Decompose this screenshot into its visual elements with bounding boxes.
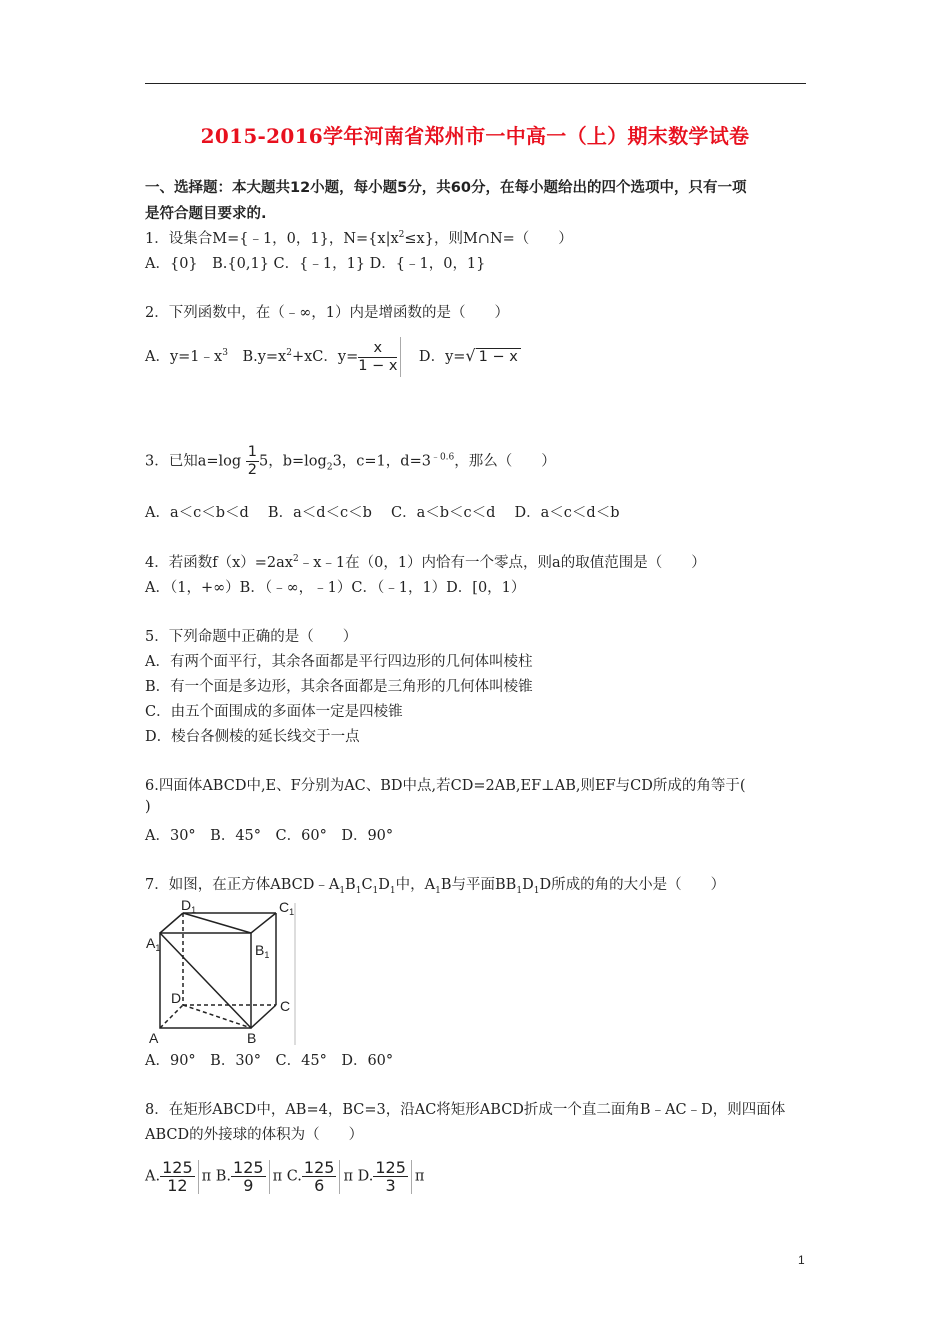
question-7-options: A．90° B．30° C．45° D．60°	[145, 1053, 394, 1069]
question-6-options: A．30° B．45° C．60° D．90°	[145, 828, 394, 844]
question-6-stem-line1: 6.四面体ABCD中,E、F分别为AC、BD中点,若CD=2AB,EF⊥AB,则EF与CD所成的角等于(	[145, 778, 746, 794]
question-8-stem-line2: ABCD的外接球的体积为（ ）	[145, 1127, 364, 1143]
question-4-stem: 4．若函数$f(x)=2ax^2﹣x﹣1$在（0，1）内恰有一个零点，则a的取值范围是（ ）	[145, 554, 706, 571]
section-heading-line1: 一、选择题：本大题共12小题，每小题5分，共60分，在每小题给出的四个选项中，只有一项	[145, 180, 747, 196]
question-1-stem: 1．设集合M={﹣1，0，1}，$N=\{x|x^2\le x\}$，则M∩N=（ ）	[145, 230, 573, 247]
question-3-stem: 3．已知a=log $\frac{1}{2}$ 5，$b=\log_23$，c=1，$d=3^{﹣0.6}$，那么（ ）	[145, 444, 556, 478]
label-b1: $B_1$	[255, 942, 270, 960]
page-title: 2015-2016学年河南省郑州市一中高一（上）期末数学试卷	[200, 124, 750, 148]
fraction-125-over-12: $\frac{125}{12}$	[162, 1158, 193, 1195]
fraction-125-over-6: $\frac{125}{6}$	[303, 1158, 335, 1195]
section-heading-line2: 是符合题目要求的.	[145, 206, 267, 222]
question-7-stem: 7．如图，在正方体$ABCD﹣A_1B_1C_1D_1$中，$A_1B$与平面$BB_1D_1D$所成的角的大小是（ ）	[145, 877, 726, 896]
question-8-options: A. $\frac{125}{12}$ π B. $\frac{125}{9}$ π C. $\frac{125}{6}$ π D. $\frac{125}{3}$ π	[145, 1158, 425, 1195]
question-8-stem-line1: 8．在矩形ABCD中，AB=4，BC=3，沿AC将矩形ABCD折成一个直二面角B﹣AC﹣D，则四面体	[145, 1102, 786, 1118]
fraction-125-over-9: $\frac{125}{9}$	[233, 1158, 264, 1195]
header-rule	[145, 83, 806, 84]
label-a: A	[149, 1030, 159, 1045]
label-c: C	[280, 998, 291, 1014]
question-5-option-a: A．有两个面平行，其余各面都是平行四边形的几何体叫棱柱	[145, 654, 533, 670]
d1-b1-line	[183, 913, 251, 933]
fraction-one-half: $\frac{1}{2}$	[247, 444, 258, 478]
a1-b-line	[160, 933, 251, 1028]
fraction-x-over-1-minus-x: $\frac{x}{1 - x}$	[358, 339, 398, 374]
label-d1: $D_1$	[181, 897, 197, 915]
question-5-stem: 5．下列命题中正确的是（ ）	[145, 629, 358, 645]
question-2-options: A．$y=1﹣x^3$ $B.y=x^2+xC$．y= $\frac{x}{1 - x}$ D．y=√ 1 − x	[145, 337, 521, 377]
question-5-option-b: B．有一个面是多边形，其余各面都是三角形的几何体叫棱锥	[145, 679, 533, 695]
question-5-option-d: D．棱台各侧棱的延长线交于一点	[145, 729, 360, 745]
sqrt-1-minus-x: √ 1 − x	[465, 346, 520, 365]
label-d: D	[171, 990, 182, 1006]
cube-figure	[143, 893, 301, 1045]
page-number: 1	[798, 1253, 805, 1267]
label-c1: $C_1$	[279, 899, 295, 917]
fraction-125-over-3: $\frac{125}{3}$	[375, 1158, 406, 1195]
question-6-stem-line2: )	[145, 799, 151, 815]
question-4-options: A．（1，+∞）B．（﹣∞，﹣1）C．（﹣1，1）D．[0，1）	[145, 580, 526, 596]
label-b: B	[247, 1030, 257, 1045]
label-a1: $A_1$	[146, 935, 161, 953]
question-3-options: A．a＜c＜b＜d B．a＜d＜c＜b C．a＜b＜c＜d D．a＜c＜d＜b	[145, 505, 620, 521]
question-1-options: A．{0} B.{0,1} C．{﹣1，1} D．{﹣1，0，1}	[145, 256, 486, 272]
question-5-option-c: C．由五个面围成的多面体一定是四棱锥	[145, 704, 403, 720]
question-2-stem: 2．下列函数中，在（﹣∞，1）内是增函数的是（ ）	[145, 305, 510, 321]
